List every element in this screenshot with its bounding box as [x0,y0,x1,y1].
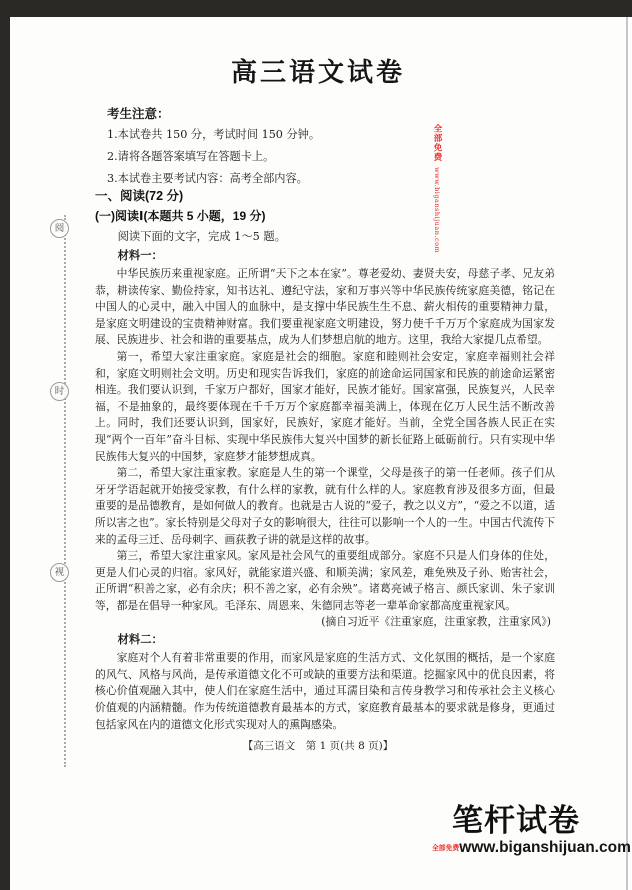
material2-label: 材料二： [117,634,163,647]
subsection-heading: (一)阅读Ⅰ(本题共 5 小题，19 分) [95,209,266,223]
watermark-free-text: 全部免费 [432,124,442,162]
notice-heading: 考生注意： [107,107,170,121]
logo-free-badge: 全部免费 [432,844,460,852]
candidate-notice [107,104,427,190]
binding-dotted-line [64,215,66,767]
exam-paper [10,17,631,890]
scan-border-left [0,0,10,890]
logo-url: www.biganshijuan.com [459,839,631,856]
notice-item: 3.本试卷主要考试内容：高考全部内容。 [107,172,308,185]
margin-seal-stamp: 视 [50,563,69,582]
notice-item: 2.请将各题答案填写在答题卡上。 [107,150,275,163]
material2-paragraph: 家庭对个人有着非常重要的作用，而家风是家庭的生活方式、文化氛围的概括，是一个家庭的风气、风格与风尚，是传承道德文化不可或缺的重要方法和渠道。挖掘家风中的优良因素，将核心价值观融入其中，使人们在家庭生活中，通过耳濡目染和言传身教学习和传承社会主义核心价值观的内涵精髓。作为传统道德教育最基本的方式，家庭教育最基本的要求就是修身，更通过包括家风在内的道德文化形式实现对人的熏陶感染。 [95,651,555,731]
margin-seal-stamp: 阅 [50,219,69,238]
vertical-red-watermark [431,124,443,253]
biganshijuan-logo [432,803,631,857]
scan-border-top [0,0,632,17]
material1-source: (摘自习近平《注重家庭，注重家教，注重家风》) [321,615,551,629]
material1-paragraph: 第二，希望大家注重家教。家庭是人生的第一个课堂，父母是孩子的第一任老师。孩子们从牙牙学语起就开始接受家教，有什么样的家教，就有什么样的人。家庭教育涉及很多方面，但最重要的是品德教育，是如何做人的教育。也就是古人说的“爱子，教之以义方”，“爱之不以道，适所以害之也”。家长特别是父母对子女的影响很大，往往可以影响一个人的一生。中国古代流传下来的孟母三迁、岳母刺字、画荻教子讲的就是这样的故事。 [95,466,555,546]
page-number-footer: 【高三语文 第 1 页(共 8 页)】 [242,740,394,752]
material1-paragraph: 中华民族历来重视家庭。正所谓“天下之本在家”。尊老爱幼、妻贤夫安，母慈子孝、兄友弟恭，耕读传家、勤俭持家，知书达礼、遵纪守法，家和万事兴等中华民族传统家庭美德，铭记在中国人的心灵中，融入中国人的血脉中，是支撑中华民族生生不息、薪火相传的重要精神力量，是家庭文明建设的宝贵精神财富。我们要重视家庭文明建设，努力使千千万万个家庭成为国家发展、民族进步、社会和谐的重要基点，成为人们梦想启航的地方。这里，我给大家提几点希望。 [95,267,555,347]
notice-item: 1.本试卷共 150 分，考试时间 150 分钟。 [107,128,321,141]
material1-label: 材料一： [117,250,163,262]
page-title: 高三语文试卷 [230,57,405,87]
section-heading: 一、阅读(72 分) [95,189,184,203]
logo-brand-name: 笔杆试卷 [452,803,580,838]
reading-instruction: 阅读下面的文字，完成 1～5 题。 [117,230,287,243]
material1-paragraph: 第三，希望大家注重家风。家风是社会风气的重要组成部分。家庭不只是人们身体的住处，更是人们心灵的归宿。家风好，就能家道兴盛、和顺美满；家风差，难免殃及子孙、贻害社会，正所谓“积善之家，必有余庆；积不善之家，必有余殃”。诸葛亮诫子格言、颜氏家训、朱子家训等，都是在倡导一种家风。毛泽东、周恩来、朱德同志等老一辈革命家都高度重视家风。 [95,549,555,612]
watermark-url-text: www.biganshijuan.com [433,167,441,254]
page-edge-line [626,17,628,890]
reading-section [95,186,555,733]
margin-seal-stamp: 时 [50,382,69,401]
material1-paragraph: 第一，希望大家注重家庭。家庭是社会的细胞。家庭和睦则社会安定，家庭幸福则社会祥和，家庭文明则社会文明。历史和现实告诉我们，家庭的前途命运同国家和民族的前途命运紧密相连。我们要认识到，千家万户都好，国家才能好，民族才能好。国家富强，民族复兴，人民幸福，不是抽象的，最终要体现在千千万万个家庭都幸福美满上，体现在亿万人民生活不断改善上。同时，我们还要认识到，国家好，民族好，家庭才能好。当前，全党全国各族人民正在实现“两个一百年”奋斗目标、实现中华民族伟大复兴中国梦的新长征路上砥砺前行。只有实现中华民族伟大复兴的中国梦，家庭梦才能梦想成真。 [95,349,555,463]
